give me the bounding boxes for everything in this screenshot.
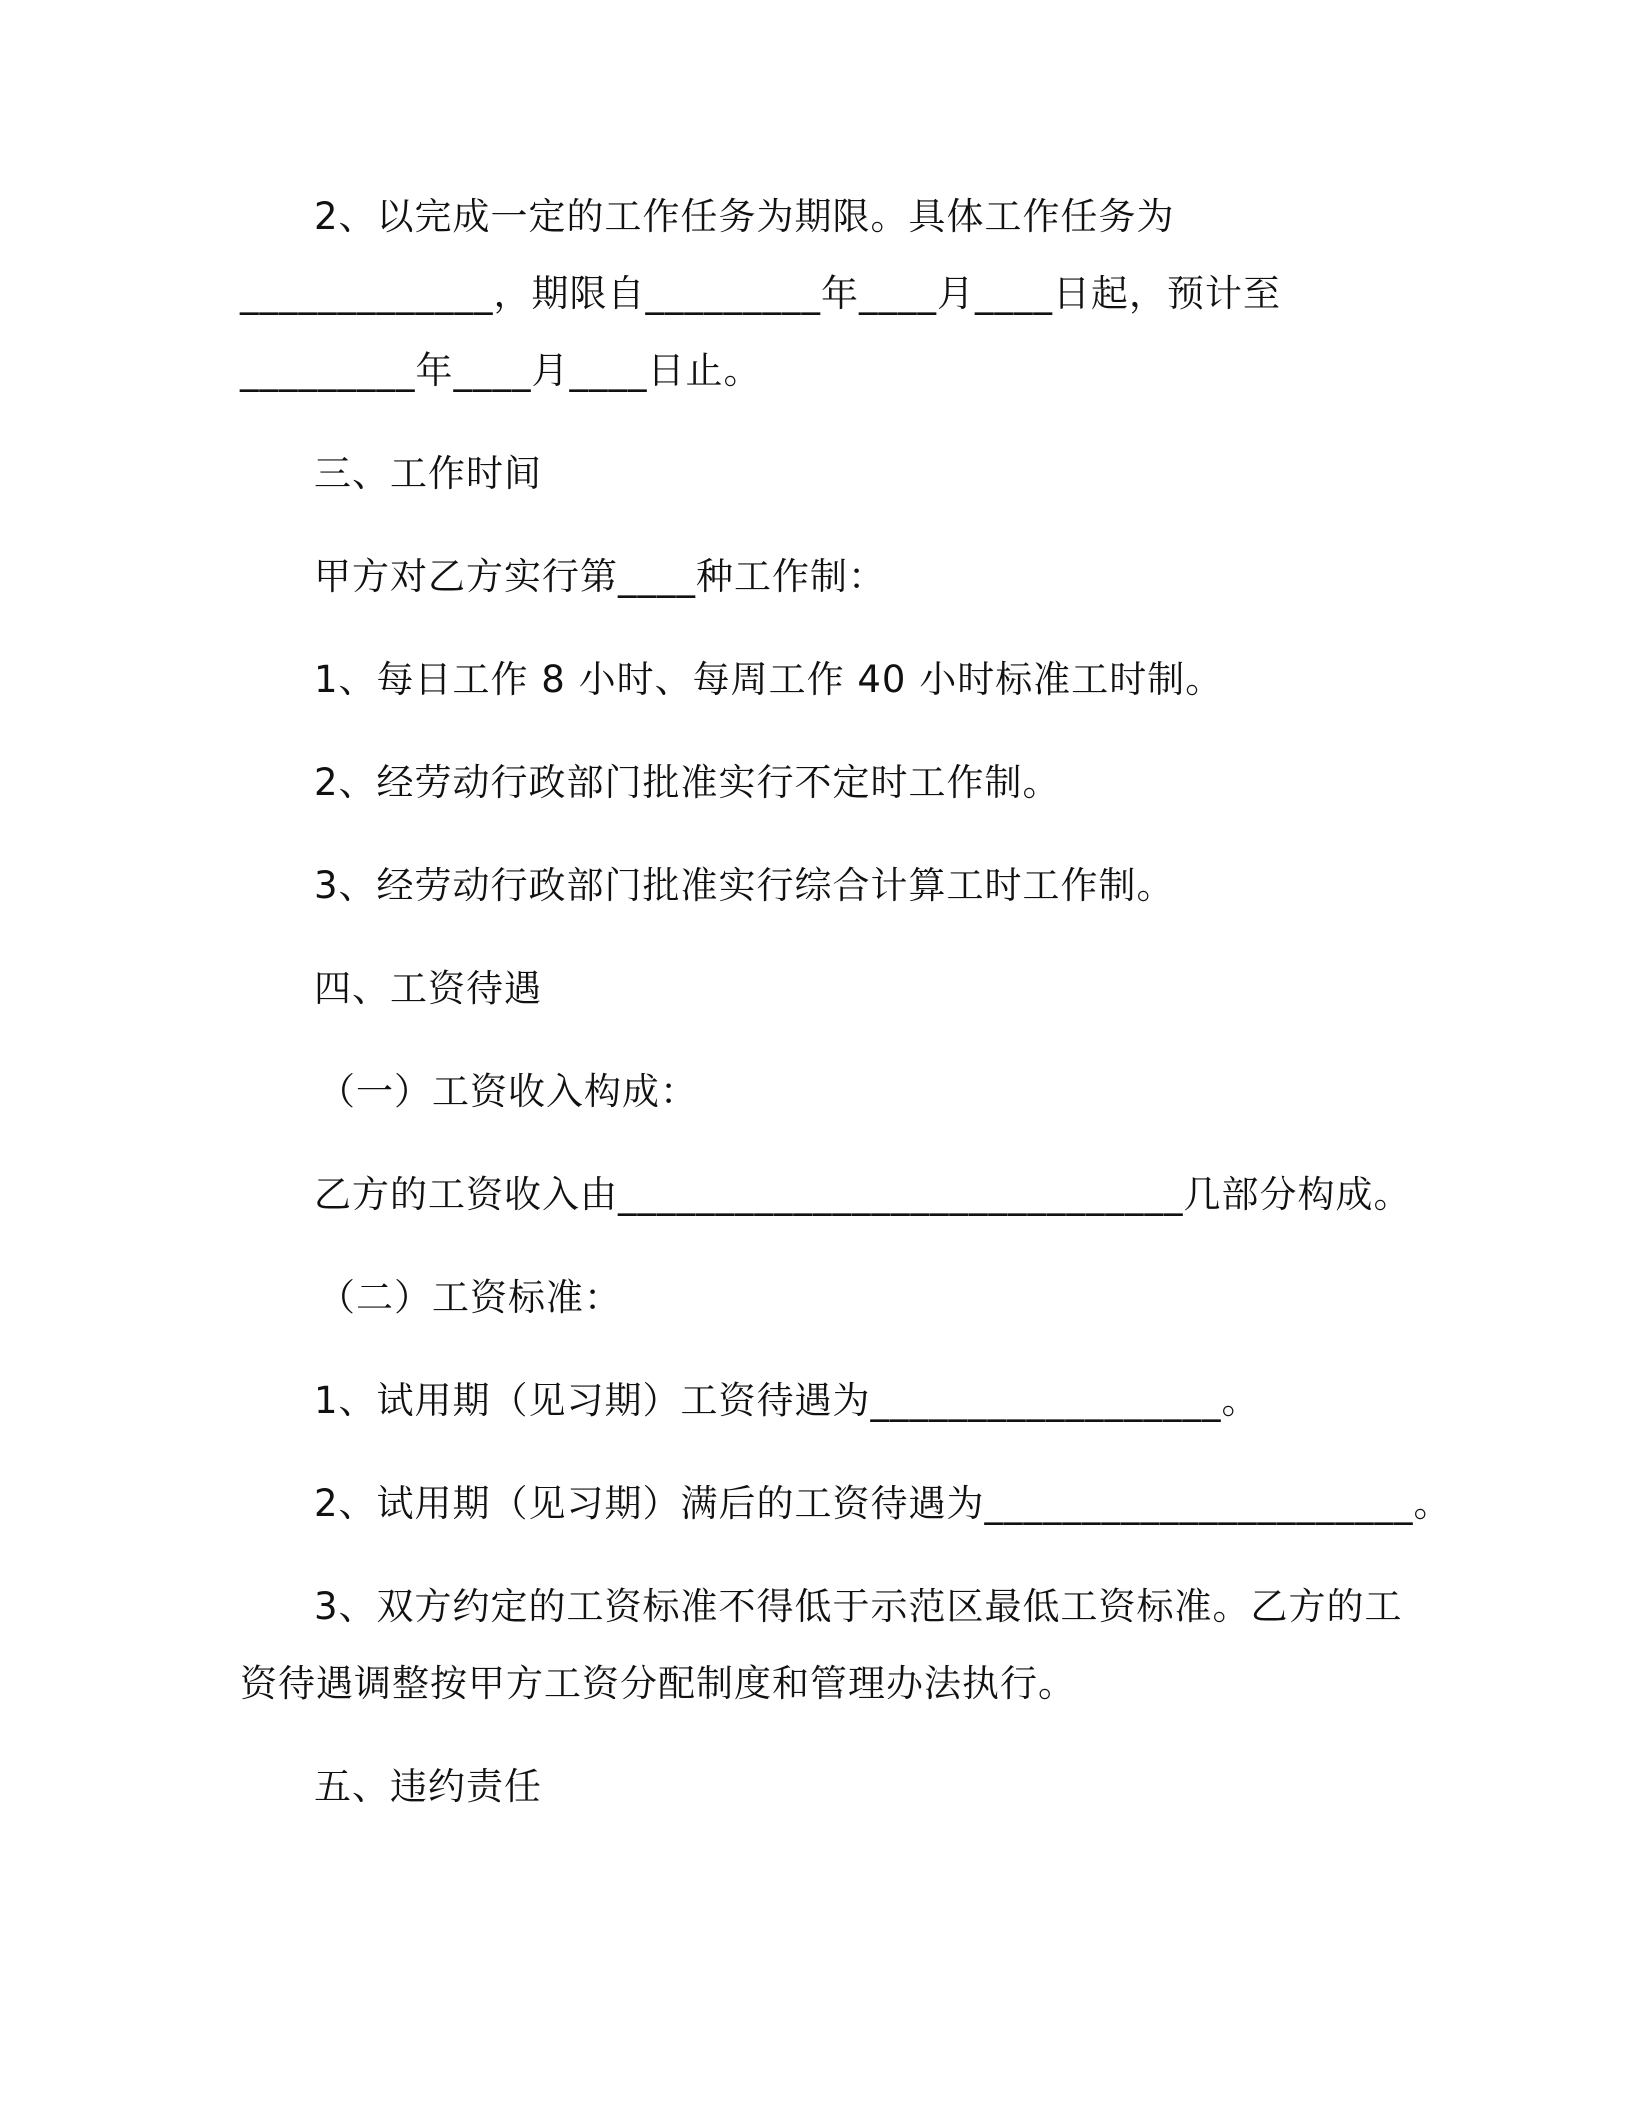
section-heading-wages: 四、工资待遇 xyxy=(314,967,542,1010)
paragraph-work-system: 甲方对乙方实行第____种工作制： xyxy=(314,555,886,598)
list-item-post-probation-wage: 2、试用期（见习期）满后的工资待遇为______________________。 xyxy=(314,1482,1452,1525)
subheading-wage-standard: （二）工资标准： xyxy=(318,1276,622,1319)
list-item-flexible-hours: 2、经劳动行政部门批准实行不定时工作制。 xyxy=(314,761,1061,804)
section-heading-work-time: 三、工作时间 xyxy=(314,452,542,495)
paragraph-wage-composition: 乙方的工资收入由_____________________________几部分构成。 xyxy=(314,1173,1412,1216)
list-item-standard-hours: 1、每日工作 8 小时、每周工作 40 小时标准工时制。 xyxy=(314,658,1224,701)
paragraph-work-task-term: 2、以完成一定的工作任务为期限。具体工作任务为 xyxy=(314,195,1175,238)
list-item-minimum-wage: 3、双方约定的工资标准不得低于示范区最低工资标准。乙方的工 xyxy=(314,1585,1403,1628)
paragraph-work-task-dates-end: _________年____月____日止。 xyxy=(240,349,762,392)
paragraph-work-task-dates-start: _____________，期限自_________年____月____日起，预计至 xyxy=(240,272,1281,315)
list-item-minimum-wage-continued: 资待遇调整按甲方工资分配制度和管理办法执行。 xyxy=(240,1662,1076,1705)
section-heading-liability: 五、违约责任 xyxy=(314,1765,542,1808)
list-item-probation-wage: 1、试用期（见习期）工资待遇为__________________。 xyxy=(314,1379,1260,1422)
list-item-comprehensive-hours: 3、经劳动行政部门批准实行综合计算工时工作制。 xyxy=(314,864,1175,907)
subheading-wage-composition: （一）工资收入构成： xyxy=(318,1070,698,1113)
